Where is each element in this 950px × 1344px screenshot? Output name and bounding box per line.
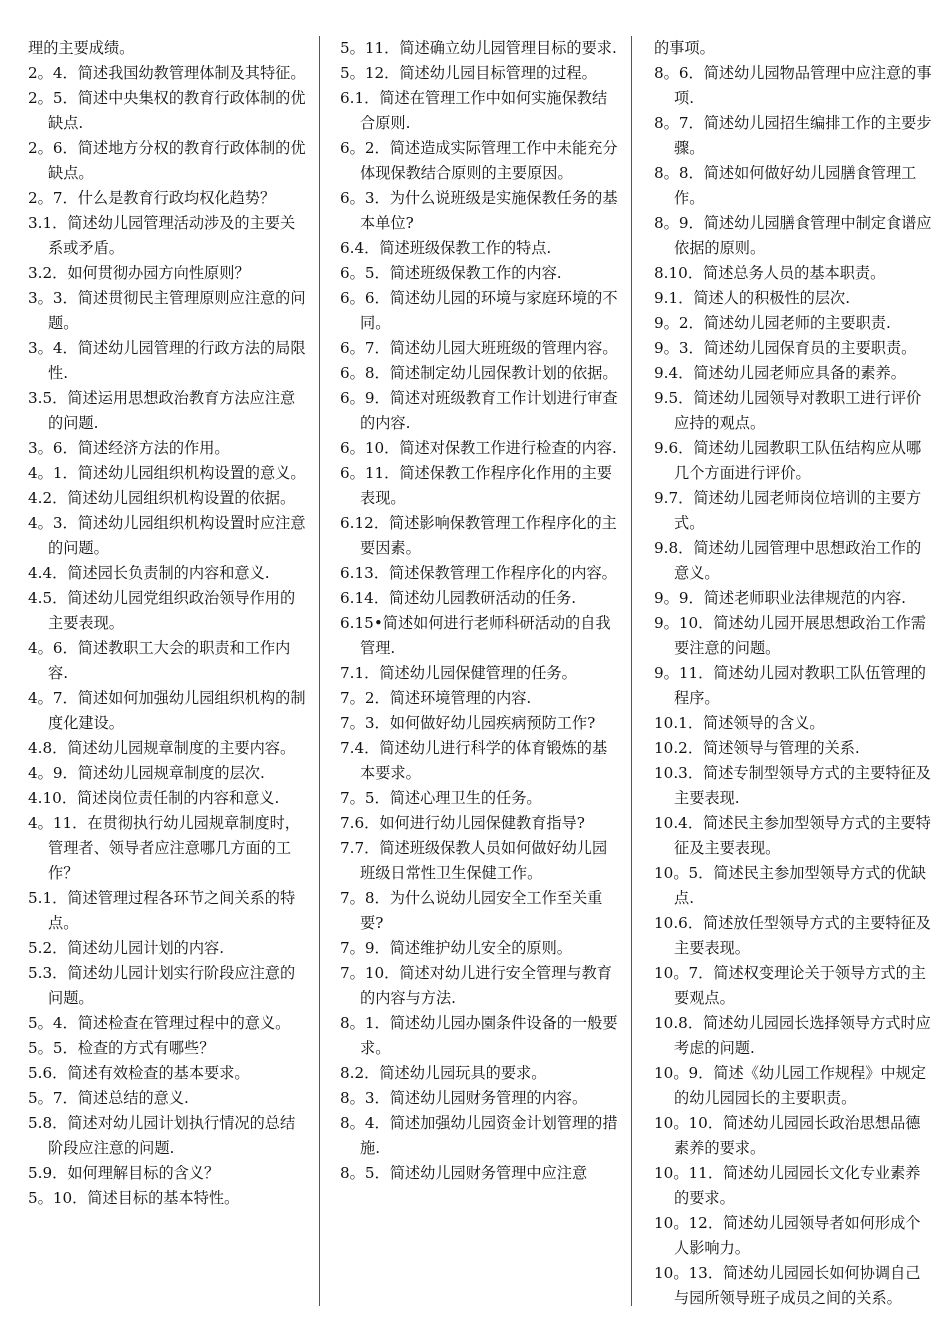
- question-item: 7.6．如何进行幼儿园保健教育指导?: [340, 814, 585, 832]
- question-item: 10。10．简述幼儿园园长政治思想品德素养的要求。: [654, 1114, 921, 1157]
- question-item: 6。5．简述班级保教工作的内容.: [340, 264, 562, 282]
- question-item: 8。8．简述如何做好幼儿园膳食管理工作。: [654, 164, 917, 207]
- question-item: 8。1．简述幼儿园办園条件设备的一般要求。: [340, 1014, 618, 1057]
- question-item: 5.8．简述对幼儿园计划执行情况的总结阶段应注意的问题.: [28, 1114, 296, 1157]
- question-item: 3.2．如何贯彻办园方向性原则？: [28, 264, 250, 282]
- question-item: 4.2．简述幼儿园组织机构设置的依据。: [28, 489, 296, 507]
- question-item: 7。8．为什么说幼儿园安全工作至关重要?: [340, 889, 603, 932]
- question-item: 8。3．简述幼儿园财务管理的内容。: [340, 1089, 588, 1107]
- question-item: 5。4．简述检查在管理过程中的意义。: [28, 1014, 291, 1032]
- question-item: 3。6．简述经济方法的作用。: [28, 439, 230, 457]
- question-item: 10。5．简述民主参加型领导方式的优缺点.: [654, 864, 926, 907]
- question-item: 10.8．简述幼儿园园长选择领导方式时应考虑的问题.: [654, 1014, 931, 1057]
- question-item: 8。5．简述幼儿园财务管理中应注意: [340, 1164, 588, 1182]
- question-item: 10。13．简述幼儿园园长如何协调自己与园所领导班子成员之间的关系。: [654, 1264, 921, 1307]
- question-item: 5。12．简述幼儿园目标管理的过程。: [340, 64, 597, 82]
- question-item: 10.3．简述专制型领导方式的主要特征及主要表现.: [654, 764, 931, 807]
- question-item: 5。10．简述目标的基本特性。: [28, 1189, 240, 1207]
- question-item: 6。9．简述对班级教育工作计划进行审查的内容.: [340, 389, 618, 432]
- question-item: 2。7．什么是教育行政均权化趋势？: [28, 189, 276, 207]
- question-item: 6.13．简述保教管理工作程序化的内容。: [340, 564, 617, 582]
- question-item: 5.2．简述幼儿园计划的内容.: [28, 939, 225, 957]
- question-column-2: [340, 36, 618, 1314]
- question-item: 7。10．简述对幼儿进行安全管理与教育的内容与方法.: [340, 964, 612, 1007]
- question-item: 4.5．简述幼儿园党组织政治领导作用的主要表现。: [28, 589, 296, 632]
- question-item: 6.1．简述在管理工作中如何实施保教结合原则.: [340, 89, 608, 132]
- question-item: 7.4．简述幼儿进行科学的体育锻炼的基本要求。: [340, 739, 608, 782]
- question-item: 6。2．简述造成实际管理工作中未能充分体现保教结合原则的主要原因。: [340, 139, 618, 182]
- question-item: 10.4．简述民主参加型领导方式的主要特征及主要表现。: [654, 814, 931, 857]
- question-item: 9。3．简述幼儿园保育员的主要职责。: [654, 339, 917, 357]
- question-item: 9.4．简述幼儿园老师应具备的素养。: [654, 364, 906, 382]
- question-item: 3。4．简述幼儿园管理的行政方法的局限性.: [28, 339, 306, 382]
- question-item: 8。7．简述幼儿园招生编排工作的主要步骤。: [654, 114, 932, 157]
- column-divider: [631, 36, 632, 1306]
- question-item: 的事项。: [654, 39, 715, 57]
- question-item: 6.14．简述幼儿园教研活动的任务.: [340, 589, 577, 607]
- question-item: 10。12．简述幼儿园领导者如何形成个人影响力。: [654, 1214, 921, 1257]
- question-item: 7.7．简述班级保教人员如何做好幼儿园班级日常性卫生保健工作。: [340, 839, 608, 882]
- question-item: 10。11．简述幼儿园园长文化专业素养的要求。: [654, 1164, 921, 1207]
- question-item: 6。8．简述制定幼儿园保教计划的依据。: [340, 364, 618, 382]
- question-item: 9.6．简述幼儿园教职工队伍结构应从哪几个方面进行评价。: [654, 439, 922, 482]
- question-item: 9。9．简述老师职业法律规范的内容.: [654, 589, 906, 607]
- question-item: 8.2．简述幼儿园玩具的要求。: [340, 1064, 547, 1082]
- question-item: 5。7．简述总结的意义.: [28, 1089, 189, 1107]
- question-item: 6。3．为什么说班级是实施保教任务的基本单位?: [340, 189, 618, 232]
- question-item: 7。3．如何做好幼儿园疾病预防工作?: [340, 714, 596, 732]
- question-item: 5。5．检查的方式有哪些？: [28, 1039, 215, 1057]
- question-item: 4。6．简述教职工大会的职责和工作内容.: [28, 639, 291, 682]
- question-item: 9。11．简述幼儿园对教职工队伍管理的程序。: [654, 664, 926, 707]
- question-item: 6.4．简述班级保教工作的特点.: [340, 239, 552, 257]
- question-item: 9.5．简述幼儿园领导对教职工进行评价应持的观点。: [654, 389, 922, 432]
- question-item: 2。6．简述地方分权的教育行政体制的优缺点。: [28, 139, 306, 182]
- question-item: 8。6．简述幼儿园物品管理中应注意的事项.: [654, 64, 932, 107]
- question-item: 4.4．简述园长负责制的内容和意义.: [28, 564, 270, 582]
- question-item: 3.1．简述幼儿园管理活动涉及的主要关系或矛盾。: [28, 214, 296, 257]
- question-item: 9。10．简述幼儿园开展思想政治工作需要注意的问题。: [654, 614, 926, 657]
- question-item: 6。7．简述幼儿园大班班级的管理内容。: [340, 339, 618, 357]
- question-item: 7。2．简述环境管理的内容.: [340, 689, 532, 707]
- question-column-1: [28, 36, 306, 1314]
- question-item: 9。2．简述幼儿园老师的主要职责.: [654, 314, 891, 332]
- question-item: 5.1．简述管理过程各环节之间关系的特点。: [28, 889, 296, 932]
- question-item: 10.1．简述领导的含义。: [654, 714, 825, 732]
- question-item: 3.5．简述运用思想政治教育方法应注意的问题.: [28, 389, 296, 432]
- question-item: 8。4．简述加强幼儿园资金计划管理的措施.: [340, 1114, 618, 1157]
- question-item: 2。4．简述我国幼教管理体制及其特征。: [28, 64, 306, 82]
- question-item: 5.3．简述幼儿园计划实行阶段应注意的问题。: [28, 964, 296, 1007]
- question-item: 6.12．简述影响保教管理工作程序化的主要因素。: [340, 514, 617, 557]
- question-item: 5.6．简述有效检查的基本要求。: [28, 1064, 250, 1082]
- question-item: 10。7．简述权变理论关于领导方式的主要观点。: [654, 964, 926, 1007]
- question-item: 9.8．简述幼儿园管理中思想政治工作的意义。: [654, 539, 922, 582]
- question-item: 9.7．简述幼儿园老师岗位培训的主要方式。: [654, 489, 922, 532]
- question-item: 4。7．简述如何加强幼儿园组织机构的制度化建设。: [28, 689, 306, 732]
- question-item: 2。5．简述中央集权的教育行政体制的优缺点.: [28, 89, 306, 132]
- question-item: 5。11．简述确立幼儿园管理目标的要求.: [340, 39, 617, 57]
- question-item: 7.1．简述幼儿园保健管理的任务。: [340, 664, 577, 682]
- question-item: 10.6．简述放任型领导方式的主要特征及主要表现。: [654, 914, 931, 957]
- question-item: 6.15•简述如何进行老师科研活动的自我管理.: [340, 614, 611, 657]
- column-divider: [319, 36, 320, 1306]
- question-item: 6。11．简述保教工作程序化作用的主要表现。: [340, 464, 612, 507]
- question-item: 3。3．简述贯彻民主管理原则应注意的问题。: [28, 289, 306, 332]
- question-item: 4。3．简述幼儿园组织机构设置时应注意的问题。: [28, 514, 306, 557]
- question-item: 4。1．简述幼儿园组织机构设置的意义。: [28, 464, 306, 482]
- question-item: 7。5．简述心理卫生的任务。: [340, 789, 542, 807]
- question-item: 7。9．简述维护幼儿安全的原则。: [340, 939, 572, 957]
- question-item: 4。11．在贯彻执行幼儿园规章制度时，管理者、领导者应注意哪几方面的工作？: [28, 814, 300, 882]
- question-item: 6。10．简述对保教工作进行检查的内容.: [340, 439, 617, 457]
- question-item: 6。6．简述幼儿园的环境与家庭环境的不同。: [340, 289, 618, 332]
- question-item: 8.10．简述总务人员的基本职责。: [654, 264, 886, 282]
- question-item: 理的主要成绩。: [28, 39, 135, 57]
- question-column-3: [654, 36, 934, 1314]
- question-item: 9.1．简述人的积极性的层次.: [654, 289, 851, 307]
- question-item: 4。9．简述幼儿园规章制度的层次.: [28, 764, 265, 782]
- question-item: 8。9．简述幼儿园膳食管理中制定食谱应依据的原则。: [654, 214, 932, 257]
- question-item: 4.8．简述幼儿园规章制度的主要内容。: [28, 739, 296, 757]
- question-item: 5.9．如何理解目标的含义？: [28, 1164, 220, 1182]
- question-item: 10.2．简述领导与管理的关系.: [654, 739, 860, 757]
- question-item: 10。9．简述《幼儿园工作规程》中规定的幼儿园园长的主要职责。: [654, 1064, 926, 1107]
- question-item: 4.10．简述岗位责任制的内容和意义.: [28, 789, 280, 807]
